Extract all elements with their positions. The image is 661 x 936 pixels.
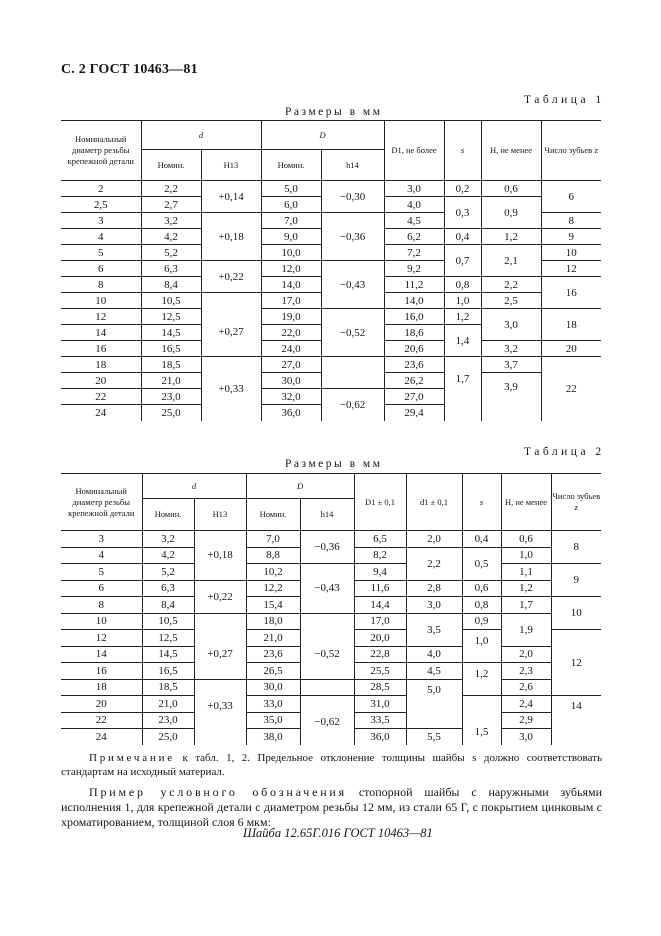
t2-row-D: 38,0	[246, 729, 300, 746]
t2-row-D: 15,4	[246, 597, 300, 614]
t2-head-H: H, не менее	[501, 474, 551, 531]
t2-row-nominal: 3	[61, 531, 142, 548]
t1-row-D1: 4,5	[384, 213, 444, 229]
t1-s-cell: 0,3	[444, 197, 481, 229]
t1-row-H: 3,7	[481, 357, 541, 373]
t1-row-s: 0,2	[444, 181, 481, 197]
table2	[61, 473, 601, 745]
t1-row-s: 1,2	[444, 309, 481, 325]
t2-D-tol-cell: −0,62	[300, 712, 354, 745]
t2-d-tol-cell: +0,18	[194, 531, 246, 581]
t1-row-D1: 7,2	[384, 245, 444, 261]
table1-title: Размеры в мм	[285, 106, 383, 118]
t1-row-D: 27,0	[261, 357, 321, 373]
t1-row-d: 14,5	[141, 325, 201, 341]
t1-row-D: 5,0	[261, 181, 321, 197]
note-text: к табл. 1, 2. Предельное отклонение толщины шайбы s должно соответствовать стандартам на исходный материал.	[61, 752, 602, 778]
t1-d-tol-cell: +0,14	[201, 181, 261, 213]
t2-s-cell: 1,5	[462, 696, 501, 746]
t1-row-nominal: 18	[61, 357, 141, 373]
t1-row-D1: 20,6	[384, 341, 444, 357]
t2-head-D1: D1 ± 0,1	[354, 474, 406, 531]
t1-row-nominal: 14	[61, 325, 141, 341]
t2-row-D1: 6,5	[354, 531, 406, 548]
t2-row-d: 5,2	[142, 564, 194, 581]
t1-row-D1: 6,2	[384, 229, 444, 245]
note-label: Примечание	[89, 752, 175, 764]
t2-head-D: D	[246, 474, 354, 499]
t2-head-d: d	[142, 474, 246, 499]
t1-z-cell: 22	[541, 357, 601, 421]
t2-row-d: 23,0	[142, 712, 194, 729]
t1-s-cell: 1,7	[444, 357, 481, 421]
t1-head-D: D	[261, 121, 384, 150]
t1-row-D: 22,0	[261, 325, 321, 341]
t1-H-cell: 3,0	[481, 309, 541, 341]
t2-row-d1: 5,5	[406, 729, 462, 746]
t1-H-cell: 2,1	[481, 245, 541, 277]
t1-row-D1: 11,2	[384, 277, 444, 293]
t2-row-D1: 25,5	[354, 663, 406, 680]
t2-row-D1: 11,6	[354, 580, 406, 597]
t2-row-d: 12,5	[142, 630, 194, 647]
t1-row-d: 21,0	[141, 373, 201, 389]
t2-D-tol-empty	[300, 613, 354, 630]
t1-row-D1: 27,0	[384, 389, 444, 405]
t1-row-nominal: 5	[61, 245, 141, 261]
designation-example: Шайба 12.65Г.016 ГОСТ 10463—81	[243, 826, 433, 840]
t1-head-s: s	[444, 121, 481, 181]
t1-s-cell: 0,7	[444, 245, 481, 277]
t2-row-d1: 2,8	[406, 580, 462, 597]
t2-row-H: 2,3	[501, 663, 551, 680]
t2-row-d: 25,0	[142, 729, 194, 746]
t2-row-nominal: 20	[61, 696, 142, 713]
t1-row-s: 0,4	[444, 229, 481, 245]
t2-row-D1: 8,2	[354, 547, 406, 564]
t1-row-nominal: 22	[61, 389, 141, 405]
t1-row-D: 24,0	[261, 341, 321, 357]
t2-row-H: 1,2	[501, 580, 551, 597]
t2-row-D1: 31,0	[354, 696, 406, 713]
t2-row-H: 1,0	[501, 547, 551, 564]
t2-row-D: 33,0	[246, 696, 300, 713]
table1	[61, 120, 601, 421]
t2-d1-cell: 3,5	[406, 613, 462, 646]
t2-row-d: 14,5	[142, 646, 194, 663]
t2-row-d1: 3,0	[406, 597, 462, 614]
t2-row-nominal: 12	[61, 630, 142, 647]
table1-caption: Таблица 1	[524, 94, 605, 106]
t2-D-tol-cell: −0,52	[300, 630, 354, 680]
t2-row-nominal: 24	[95, 731, 107, 743]
t1-row-d: 2,7	[141, 197, 201, 213]
t1-row-D: 9,0	[261, 229, 321, 245]
t2-row-H: 3,0	[501, 729, 551, 746]
t1-head-d-nomin: Номин.	[141, 150, 201, 181]
t2-z-cell: 8	[551, 531, 601, 564]
t2-row-D: 23,6	[246, 646, 300, 663]
t2-D-tol-empty	[300, 679, 354, 696]
t1-d-tol-cell: +0,33	[201, 357, 261, 421]
t1-head-H: H, не менее	[481, 121, 541, 181]
t2-row-D: 26,5	[246, 663, 300, 680]
t1-row-D: 14,0	[261, 277, 321, 293]
t2-row-D: 18,0	[246, 613, 300, 630]
t1-head-D-tol: h14	[321, 150, 384, 181]
t1-row-D: 36,0	[261, 405, 321, 421]
t1-row-nominal: 24	[95, 406, 107, 419]
t2-row-d1: 2,0	[406, 531, 462, 548]
t2-row-d1: 4,0	[406, 646, 462, 663]
t1-z-cell: 16	[541, 277, 601, 309]
t1-row-H: 1,2	[481, 229, 541, 245]
t2-row-D1: 33,5	[354, 712, 406, 729]
table2-title: Размеры в мм	[285, 458, 383, 470]
t2-row-H: 2,4	[501, 696, 551, 713]
t2-head-D-tol: h14	[300, 499, 354, 531]
t2-row-nominal: 22	[61, 712, 142, 729]
t2-d1-cell: 5,0	[406, 679, 462, 729]
t2-row-d: 18,5	[142, 679, 194, 696]
t1-row-s: 0,8	[444, 277, 481, 293]
t1-row-H: 2,2	[481, 277, 541, 293]
t1-z-cell: 10	[541, 245, 601, 261]
t1-row-D1: 9,2	[384, 261, 444, 277]
t1-row-d: 3,2	[141, 213, 201, 229]
t2-head-d1: d1 ± 0,1	[406, 474, 462, 531]
t1-row-D1: 18,6	[384, 325, 444, 341]
t2-row-D1: 14,4	[354, 597, 406, 614]
t1-head-D-nomin: Номин.	[261, 150, 321, 181]
t1-row-D: 7,0	[261, 213, 321, 229]
t1-row-D: 6,0	[261, 197, 321, 213]
designation-label: Пример условного обозначения	[89, 785, 347, 799]
t1-row-nominal: 10	[61, 293, 141, 309]
t1-row-nominal: 16	[61, 341, 141, 357]
t2-row-nominal: 14	[61, 646, 142, 663]
t1-row-D1: 16,0	[384, 309, 444, 325]
t2-row-nominal: 6	[61, 580, 142, 597]
t1-row-d: 2,2	[141, 181, 201, 197]
t2-row-H: 2,9	[501, 712, 551, 729]
t1-row-nominal: 8	[61, 277, 141, 293]
t1-row-d: 5,2	[141, 245, 201, 261]
t1-row-D1: 26,2	[384, 373, 444, 389]
t1-D-tol-empty	[321, 357, 384, 389]
t2-row-d: 16,5	[142, 663, 194, 680]
t2-row-D1: 20,0	[354, 630, 406, 647]
t2-row-s: 0,6	[462, 580, 501, 597]
t1-row-H: 2,5	[481, 293, 541, 309]
t2-row-nominal: 4	[61, 547, 142, 564]
t2-s-cell: 0,5	[462, 547, 501, 580]
t2-D-tol-cell: −0,43	[300, 564, 354, 614]
t1-row-d: 4,2	[141, 229, 201, 245]
t2-row-nominal: 18	[61, 679, 142, 696]
t1-H-cell: 0,9	[481, 197, 541, 229]
t1-z-cell: 8	[541, 213, 601, 229]
t2-row-H: 2,6	[501, 679, 551, 696]
t2-row-D1: 36,0	[354, 729, 406, 746]
t1-D-tol-cell: −0,62	[321, 389, 384, 421]
t2-D-tol-cell: −0,36	[300, 531, 354, 564]
t1-row-nominal: 3	[61, 213, 141, 229]
t1-row-d: 8,4	[141, 277, 201, 293]
t1-z-cell: 18	[541, 309, 601, 341]
t1-row-nominal: 2	[61, 181, 141, 197]
t2-s-cell: 1,2	[462, 663, 501, 696]
designation-text: стопорной шайбы с наружными зубьями исполнения 1, для крепежной детали с диаметром резьбы 12 мм, из стали 65 Г, с покрытием цинковым с хроматированием, толщиной слоя 6 мкм:	[61, 785, 603, 829]
t2-row-nominal: 5	[61, 564, 142, 581]
t1-d-tol-empty	[201, 293, 261, 309]
t2-row-d: 8,4	[142, 597, 194, 614]
t2-row-d: 4,2	[142, 547, 194, 564]
t1-d-tol-cell: +0,18	[201, 213, 261, 261]
t1-D-tol-cell: −0,52	[321, 309, 384, 357]
t1-row-D: 30,0	[261, 373, 321, 389]
t2-d-tol-cell: +0,27	[194, 630, 246, 680]
t2-row-D1: 17,0	[354, 613, 406, 630]
t2-row-D: 12,2	[246, 580, 300, 597]
table-note	[61, 751, 602, 779]
t1-row-D1: 23,6	[384, 357, 444, 373]
t2-row-H: 2,0	[501, 646, 551, 663]
t2-row-d: 21,0	[142, 696, 194, 713]
designation-paragraph	[61, 785, 602, 830]
t2-row-H: 1,7	[501, 597, 551, 614]
t2-head-d-tol: H13	[194, 499, 246, 531]
t1-H-cell: 3,9	[481, 373, 541, 421]
t1-s-cell: 1,4	[444, 325, 481, 357]
t2-row-s: 0,9	[462, 613, 501, 630]
t1-d-tol-cell: +0,27	[201, 309, 261, 357]
t2-d1-cell: 2,2	[406, 547, 462, 580]
t2-row-D: 8,8	[246, 547, 300, 564]
t2-H-cell: 1,9	[501, 613, 551, 646]
t2-d-tol-cell: +0,33	[194, 696, 246, 746]
t2-row-D: 7,0	[246, 531, 300, 548]
t2-row-D: 10,2	[246, 564, 300, 581]
t1-row-d: 23,0	[141, 389, 201, 405]
t2-row-D1: 28,5	[354, 679, 406, 696]
t1-D-tol-cell: −0,43	[321, 261, 384, 309]
t2-row-d: 3,2	[142, 531, 194, 548]
t1-row-H: 3,2	[481, 341, 541, 357]
t1-row-D: 12,0	[261, 261, 321, 277]
t1-head-nominal: Номинальный диаметр резьбы крепежной детали	[61, 121, 141, 181]
t1-head-d-tol: H13	[201, 150, 261, 181]
t2-head-d-nomin: Номин.	[142, 499, 194, 531]
t1-row-s: 1,0	[444, 293, 481, 309]
t2-head-D-nomin: Номин.	[246, 499, 300, 531]
t2-row-d: 6,3	[142, 580, 194, 597]
t2-row-D1: 22,8	[354, 646, 406, 663]
t1-row-d: 6,3	[141, 261, 201, 277]
t1-head-D1: D1, не более	[384, 121, 444, 181]
t1-row-nominal: 2,5	[61, 197, 141, 213]
t1-row-nominal: 6	[61, 261, 141, 277]
t1-z-cell: 6	[541, 181, 601, 213]
page-header: С. 2 ГОСТ 10463—81	[61, 62, 198, 77]
t2-s-cell: 1,0	[462, 630, 501, 663]
t1-row-nominal: 12	[61, 309, 141, 325]
t1-row-D: 19,0	[261, 309, 321, 325]
t1-row-nominal: 20	[61, 373, 141, 389]
t1-row-H: 0,6	[481, 181, 541, 197]
t1-z-cell: 9	[541, 229, 601, 245]
t2-z-cell: 9	[551, 564, 601, 597]
t1-row-d: 16,5	[141, 341, 201, 357]
t2-row-D: 21,0	[246, 630, 300, 647]
t1-row-d: 18,5	[141, 357, 201, 373]
table2-caption: Таблица 2	[524, 446, 605, 458]
t2-row-s: 0,8	[462, 597, 501, 614]
t2-row-d: 10,5	[142, 613, 194, 630]
t1-row-nominal: 4	[61, 229, 141, 245]
t2-head-z: Число зубьев z	[551, 474, 601, 531]
t1-row-D1: 29,4	[384, 405, 444, 421]
t2-row-nominal: 16	[61, 663, 142, 680]
t1-z-cell: 20	[541, 341, 601, 357]
t1-row-D: 32,0	[261, 389, 321, 405]
t2-z-cell: 12	[551, 630, 601, 696]
t2-row-D1: 9,4	[354, 564, 406, 581]
t1-head-d: d	[141, 121, 261, 150]
t1-D-tol-cell: −0,30	[321, 181, 384, 213]
t1-row-D1: 4,0	[384, 197, 444, 213]
t1-row-d: 10,5	[141, 293, 201, 309]
t1-row-D: 17,0	[261, 293, 321, 309]
t2-z-cell: 14	[551, 696, 601, 746]
t2-row-D: 30,0	[246, 679, 300, 696]
t2-z-cell: 10	[551, 597, 601, 630]
t2-head-s: s	[462, 474, 501, 531]
t2-row-nominal: 8	[61, 597, 142, 614]
t2-d-tol-cell: +0,22	[194, 580, 246, 613]
t1-row-d: 12,5	[141, 309, 201, 325]
t2-d-tol-empty	[194, 679, 246, 696]
t2-head-nominal: Номинальный диаметр резьбы крепежной детали	[61, 474, 142, 531]
t1-d-tol-cell: +0,22	[201, 261, 261, 293]
t1-row-D: 10,0	[261, 245, 321, 261]
t1-z-cell: 12	[541, 261, 601, 277]
t2-D-tol-empty	[300, 696, 354, 713]
t1-D-tol-cell: −0,36	[321, 213, 384, 261]
t2-row-D: 35,0	[246, 712, 300, 729]
t1-row-D1: 14,0	[384, 293, 444, 309]
t1-row-d: 25,0	[141, 405, 201, 421]
t2-d-tol-empty	[194, 613, 246, 630]
t2-row-H: 0,6	[501, 531, 551, 548]
t2-row-s: 0,4	[462, 531, 501, 548]
t2-row-H: 1,1	[501, 564, 551, 581]
t1-head-z: Число зубьев z	[541, 121, 601, 181]
t2-row-nominal: 10	[61, 613, 142, 630]
t1-row-D1: 3,0	[384, 181, 444, 197]
t2-row-d1: 4,5	[406, 663, 462, 680]
